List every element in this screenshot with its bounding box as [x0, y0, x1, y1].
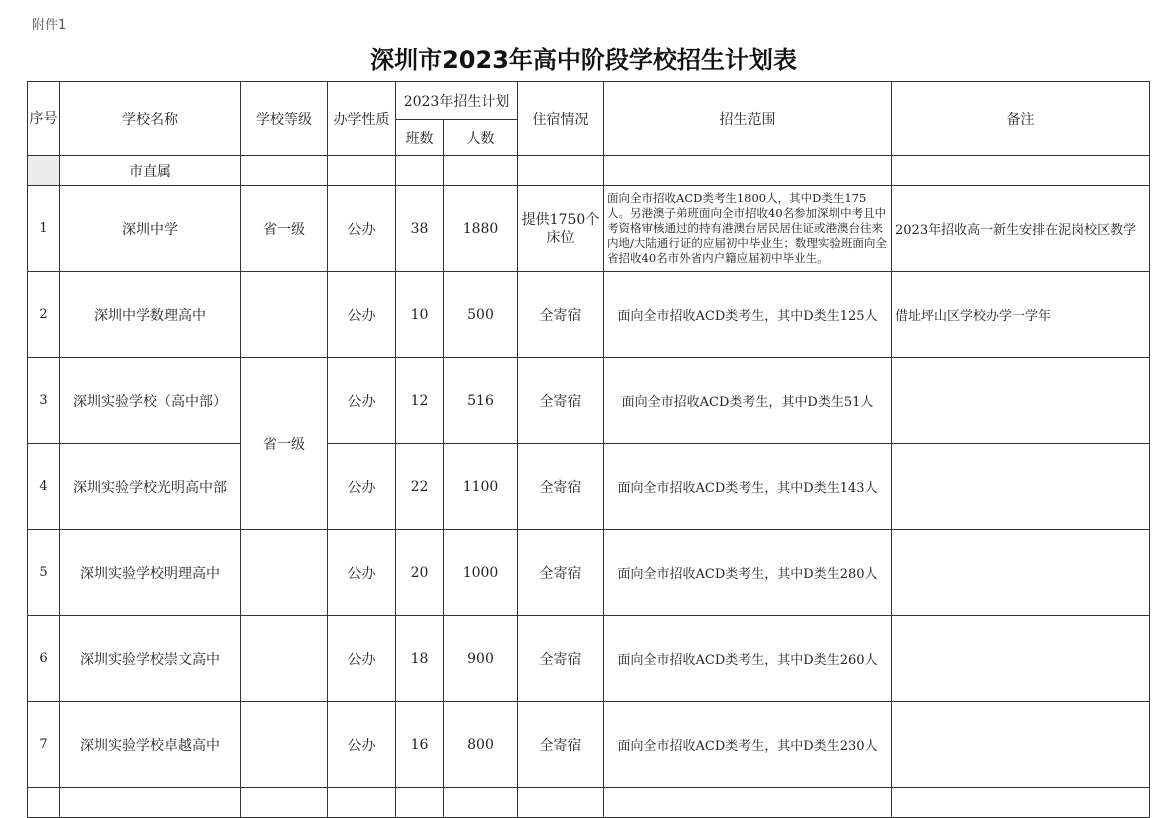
cell-boarding: 全寄宿 [518, 358, 604, 444]
cell-scope: 面向全市招收ACD类考生，其中D类生51人 [604, 358, 892, 444]
cell-empty [444, 788, 518, 818]
cell-remark [892, 530, 1150, 616]
section-empty-cell [328, 156, 396, 186]
cell-scope: 面向全市招收ACD类考生，其中D类生280人 [604, 530, 892, 616]
cell-seq: 2 [28, 272, 60, 358]
cell-scope: 面向全市招收ACD类考生，其中D类生125人 [604, 272, 892, 358]
table-row-partial [28, 788, 1150, 818]
table-row [28, 702, 1150, 788]
header-boarding: 住宿情况 [518, 82, 604, 156]
section-seq-cell [28, 156, 60, 186]
cell-remark: 2023年招收高一新生安排在泥岗校区教学 [892, 186, 1150, 272]
cell-boarding: 全寄宿 [518, 702, 604, 788]
cell-classes: 10 [396, 272, 444, 358]
cell-empty [396, 788, 444, 818]
cell-seq: 3 [28, 358, 60, 444]
cell-nature: 公办 [328, 186, 396, 272]
cell-empty [241, 788, 328, 818]
header-students: 人数 [444, 120, 518, 156]
cell-classes: 16 [396, 702, 444, 788]
cell-students: 900 [444, 616, 518, 702]
cell-level [241, 272, 328, 358]
cell-remark [892, 358, 1150, 444]
header-school-name: 学校名称 [60, 82, 241, 156]
cell-empty [604, 788, 892, 818]
cell-school: 深圳中学 [60, 186, 241, 272]
cell-level [241, 702, 328, 788]
cell-remark [892, 702, 1150, 788]
header-classes: 班数 [396, 120, 444, 156]
cell-empty [28, 788, 60, 818]
header-plan-group: 2023年招生计划 [396, 82, 518, 120]
cell-seq: 5 [28, 530, 60, 616]
cell-students: 500 [444, 272, 518, 358]
table-row [28, 186, 1150, 272]
section-empty-cell [396, 156, 444, 186]
cell-scope: 面向全市招收ACD类考生，其中D类生260人 [604, 616, 892, 702]
section-empty-cell [604, 156, 892, 186]
cell-empty [60, 788, 241, 818]
section-empty-cell [892, 156, 1150, 186]
cell-seq: 6 [28, 616, 60, 702]
cell-remark [892, 616, 1150, 702]
cell-scope: 面向全市招收ACD类考生，其中D类生143人 [604, 444, 892, 530]
cell-nature: 公办 [328, 530, 396, 616]
header-remarks: 备注 [892, 82, 1150, 156]
cell-boarding: 全寄宿 [518, 530, 604, 616]
cell-students: 516 [444, 358, 518, 444]
header-seq: 序号 [28, 82, 60, 156]
cell-remark [892, 444, 1150, 530]
section-empty-cell [444, 156, 518, 186]
cell-nature: 公办 [328, 358, 396, 444]
page-title: 深圳市2023年高中阶段学校招生计划表 [370, 46, 797, 74]
cell-classes: 22 [396, 444, 444, 530]
cell-scope: 面向全市招收ACD类考生，其中D类生230人 [604, 702, 892, 788]
table-row [28, 616, 1150, 702]
section-empty-cell [518, 156, 604, 186]
cell-level [241, 616, 328, 702]
section-row [28, 156, 1150, 186]
cell-level [241, 530, 328, 616]
cell-boarding: 提供1750个床位 [518, 186, 604, 272]
cell-students: 800 [444, 702, 518, 788]
cell-nature: 公办 [328, 444, 396, 530]
cell-classes: 12 [396, 358, 444, 444]
cell-seq: 1 [28, 186, 60, 272]
cell-empty [518, 788, 604, 818]
cell-school: 深圳实验学校明理高中 [60, 530, 241, 616]
cell-boarding: 全寄宿 [518, 272, 604, 358]
cell-school: 深圳实验学校（高中部） [60, 358, 241, 444]
cell-scope: 面向全市招收ACD类考生1800人，其中D类生175人。另港澳子弟班面向全市招收40名参加深圳中考且中考资格审核通过的持有港澳台居民居住证或港澳台往来内地/大陆通行证的应届初中毕业生；数理实验班面向全省招收40名市外省内户籍应届初中毕业生。 [604, 186, 892, 272]
table-row [28, 530, 1150, 616]
cell-classes: 20 [396, 530, 444, 616]
cell-level: 省一级 [241, 358, 328, 530]
cell-students: 1100 [444, 444, 518, 530]
cell-nature: 公办 [328, 616, 396, 702]
header-row-1 [28, 82, 1150, 120]
cell-remark: 借址坪山区学校办学一学年 [892, 272, 1150, 358]
cell-classes: 38 [396, 186, 444, 272]
cell-nature: 公办 [328, 272, 396, 358]
cell-boarding: 全寄宿 [518, 616, 604, 702]
cell-level: 省一级 [241, 186, 328, 272]
cell-seq: 7 [28, 702, 60, 788]
cell-boarding: 全寄宿 [518, 444, 604, 530]
section-label: 市直属 [60, 156, 241, 186]
cell-nature: 公办 [328, 702, 396, 788]
table-row [28, 444, 1150, 530]
cell-empty [328, 788, 396, 818]
attachment-label: 附件1 [32, 18, 67, 33]
cell-classes: 18 [396, 616, 444, 702]
cell-school: 深圳中学数理高中 [60, 272, 241, 358]
cell-students: 1000 [444, 530, 518, 616]
cell-school: 深圳实验学校卓越高中 [60, 702, 241, 788]
table-row [28, 358, 1150, 444]
enrollment-plan-table [27, 81, 1150, 818]
section-empty-cell [241, 156, 328, 186]
header-scope: 招生范围 [604, 82, 892, 156]
header-school-level: 学校等级 [241, 82, 328, 156]
header-nature: 办学性质 [328, 82, 396, 156]
cell-seq: 4 [28, 444, 60, 530]
cell-school: 深圳实验学校光明高中部 [60, 444, 241, 530]
cell-school: 深圳实验学校崇文高中 [60, 616, 241, 702]
cell-students: 1880 [444, 186, 518, 272]
table-row [28, 272, 1150, 358]
cell-empty [892, 788, 1150, 818]
